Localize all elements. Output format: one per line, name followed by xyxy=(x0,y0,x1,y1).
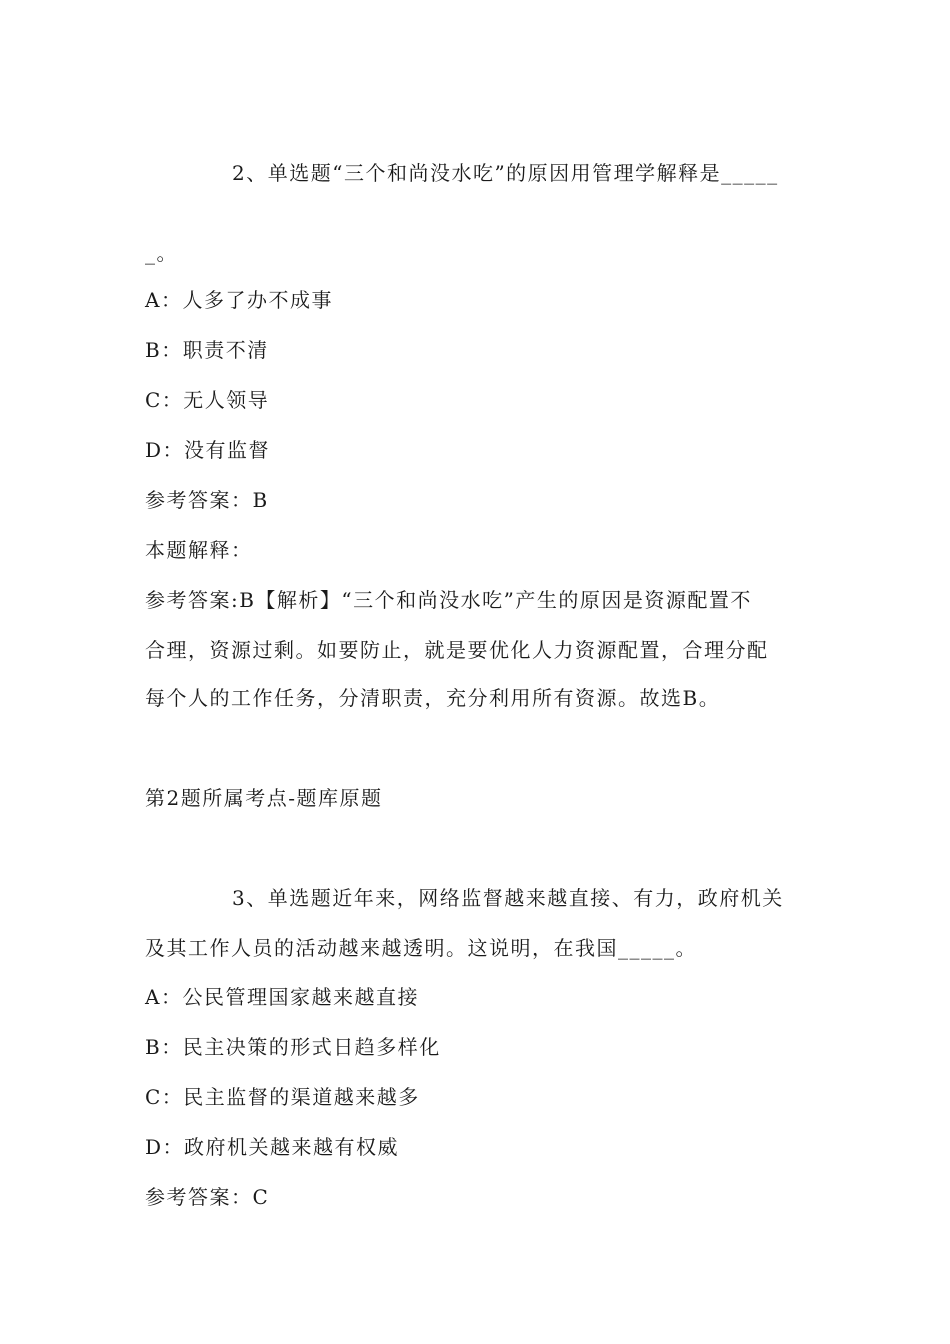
question-3-option-d: D：政府机关越来越有权威 xyxy=(145,1135,400,1159)
question-2-option-a: A：人多了办不成事 xyxy=(145,288,333,312)
question-3-stem-line-2: 及其工作人员的活动越来越透明。这说明，在我国_____。 xyxy=(145,936,697,960)
question-2-stem-line-2: _。 xyxy=(145,241,178,265)
question-2-stem-line-1: 2、单选题“三个和尚没水吃”的原因用管理学解释是_____ xyxy=(232,161,779,185)
question-2-option-b: B：职责不清 xyxy=(145,338,269,362)
question-3-option-b: B：民主决策的形式日趋多样化 xyxy=(145,1035,441,1059)
question-2-explanation-heading: 本题解释： xyxy=(145,538,253,562)
question-2-explanation-line-3: 每个人的工作任务，分清职责，充分利用所有资源。故选B。 xyxy=(145,686,721,710)
question-2-topic: 第2题所属考点-题库原题 xyxy=(145,786,383,810)
question-3-stem-line-1: 3、单选题近年来，网络监督越来越直接、有力，政府机关 xyxy=(232,886,784,910)
question-3-option-c: C：民主监督的渠道越来越多 xyxy=(145,1085,420,1109)
question-2-explanation-line-2: 合理，资源过剩。如要防止，就是要优化人力资源配置，合理分配 xyxy=(145,638,769,662)
question-2-option-d: D：没有监督 xyxy=(145,438,271,462)
question-2-answer: 参考答案：B xyxy=(145,488,269,512)
question-2-option-c: C：无人领导 xyxy=(145,388,270,412)
question-3-option-a: A：公民管理国家越来越直接 xyxy=(145,985,419,1009)
question-3-answer: 参考答案：C xyxy=(145,1185,270,1209)
question-2-explanation-line-1: 参考答案:B【解析】“三个和尚没水吃”产生的原因是资源配置不 xyxy=(145,588,752,612)
